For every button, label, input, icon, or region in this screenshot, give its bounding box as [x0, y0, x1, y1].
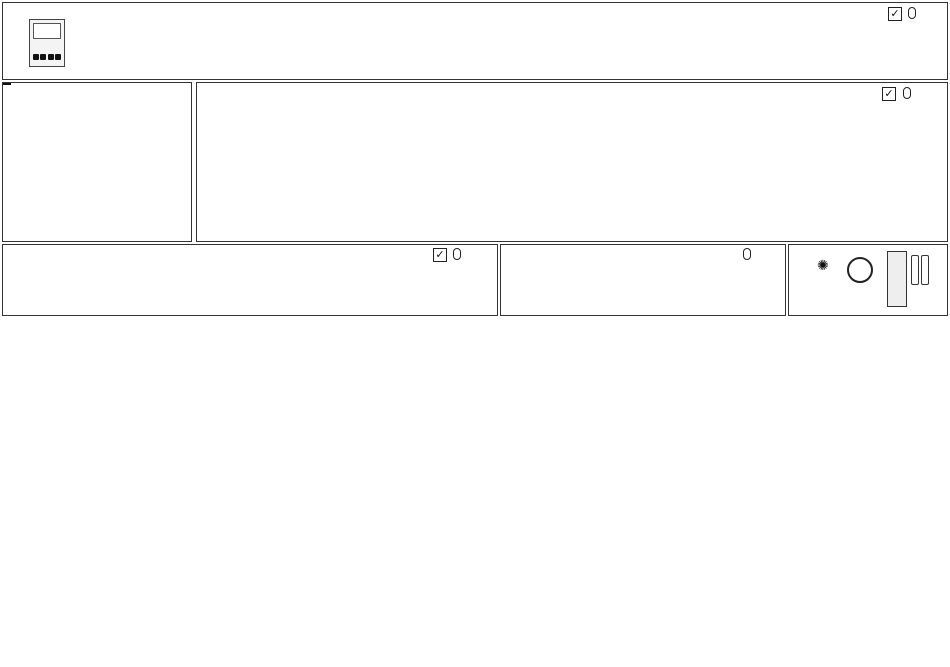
section-g: [196, 82, 948, 242]
battery-icon: [921, 255, 929, 285]
sunset-chart: [3, 83, 193, 243]
section-j: [788, 244, 948, 316]
h-on-indicator: [453, 248, 461, 260]
section-i: [500, 244, 786, 316]
g-on-indicator: [903, 87, 911, 99]
section-f: [2, 2, 948, 80]
battery-icon: [911, 255, 919, 285]
g-check-icon: ✓: [882, 87, 896, 101]
timer-dial: [847, 257, 873, 283]
section-info: [2, 82, 192, 242]
battery-compartment: [887, 251, 907, 307]
h-check-icon: ✓: [433, 248, 447, 262]
transmitter-device: [29, 19, 65, 67]
i-on-indicator: [743, 248, 751, 260]
warning-light-icon: ✺: [817, 257, 829, 273]
on-indicator: [908, 7, 916, 19]
section-h: [2, 244, 498, 316]
confirm-check-icon: ✓: [888, 7, 902, 21]
